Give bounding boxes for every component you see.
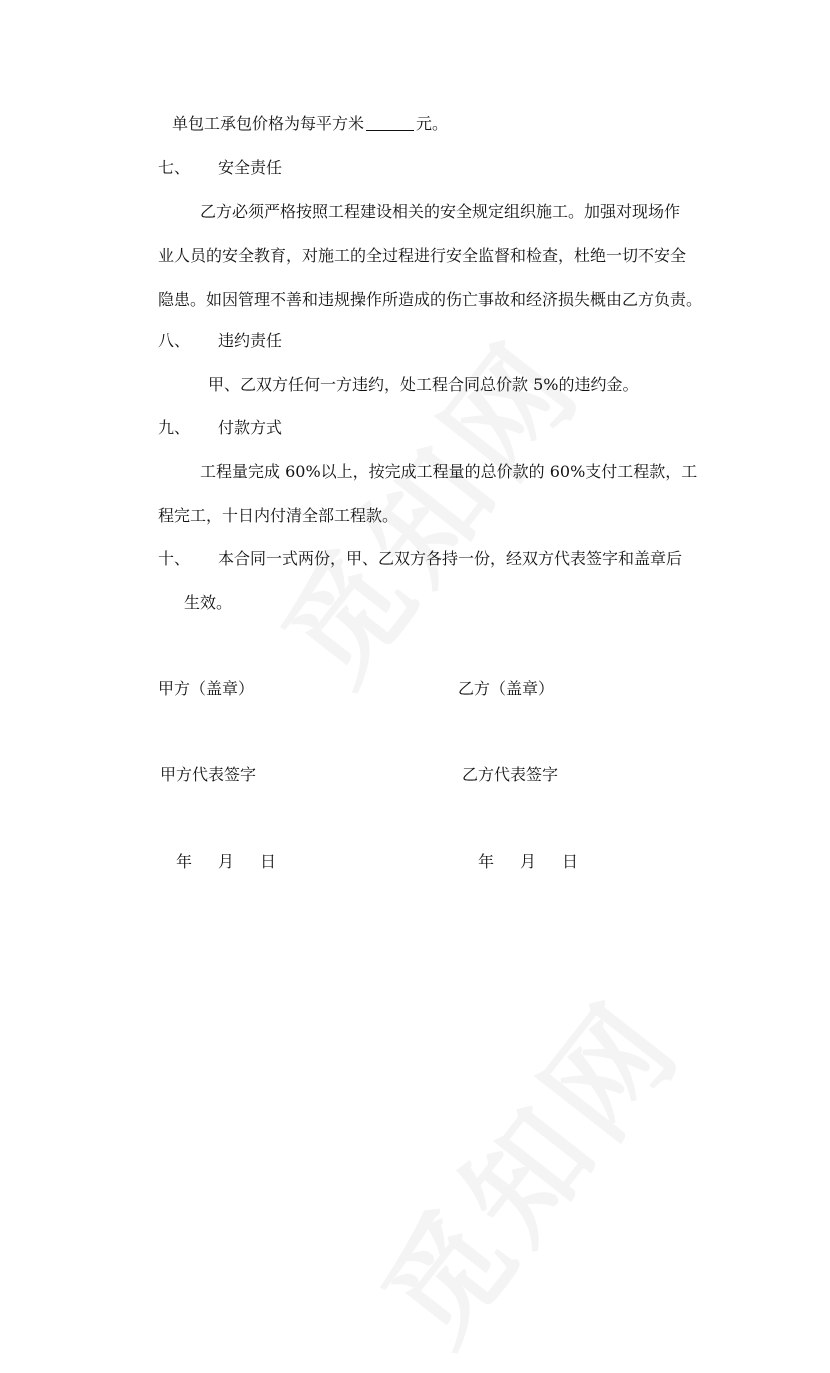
section-8-title: 违约责任 [218,331,283,350]
party-b-month: 月 [520,852,537,871]
section-10-heading [158,548,682,570]
section-10-title: 本合同一式两份，甲、乙双方各持一份，经双方代表签字和盖章后 [218,549,683,568]
party-a-seal: 甲方（盖章） [158,679,255,698]
watermark-bottom [337,959,713,1372]
section-7-number: 七、 [158,158,191,177]
section-7-line-2: 业人员的安全教育，对施工的全过程进行安全监督和检查，杜绝一切不安全 [158,246,687,265]
section-9-title: 付款方式 [218,418,283,437]
section-7-line-1: 乙方必须严格按照工程建设相关的安全规定组织施工。加强对现场作 [200,202,681,221]
party-b-sign: 乙方代表签字 [462,765,559,784]
section-9-number: 九、 [158,418,191,437]
price-line-text: 单包工承包价格为每平方米 [172,114,365,133]
party-a-sign: 甲方代表签字 [160,765,257,784]
party-a-day: 日 [260,852,277,871]
party-b-date [478,851,604,873]
party-b-seal: 乙方（盖章） [458,679,555,698]
section-7-title: 安全责任 [218,158,283,177]
party-a-date [176,851,302,873]
section-9-heading [158,417,282,439]
section-8-line-1: 甲、乙双方任何一方违约，处工程合同总价款 5%的违约金。 [208,375,639,394]
party-a-month: 月 [218,852,235,871]
price-blank [366,114,414,131]
party-b-day: 日 [562,852,579,871]
section-7-line-3: 隐患。如因管理不善和违规操作所造成的伤亡事故和经济损失概由乙方负责。 [158,290,703,309]
section-8-number: 八、 [158,331,191,350]
section-9-line-1: 工程量完成 60%以上，按完成工程量的总价款的 60%支付工程款，工 [200,462,698,481]
price-line-unit: 元。 [416,114,449,133]
price-line [172,113,448,135]
party-a-year: 年 [176,852,193,871]
section-7-heading [158,157,282,179]
party-b-year: 年 [478,852,495,871]
section-10-number: 十、 [158,549,191,568]
section-10-line-1: 生效。 [184,593,233,612]
section-8-heading [158,330,282,352]
section-9-line-2: 程完工，十日内付清全部工程款。 [158,506,399,525]
